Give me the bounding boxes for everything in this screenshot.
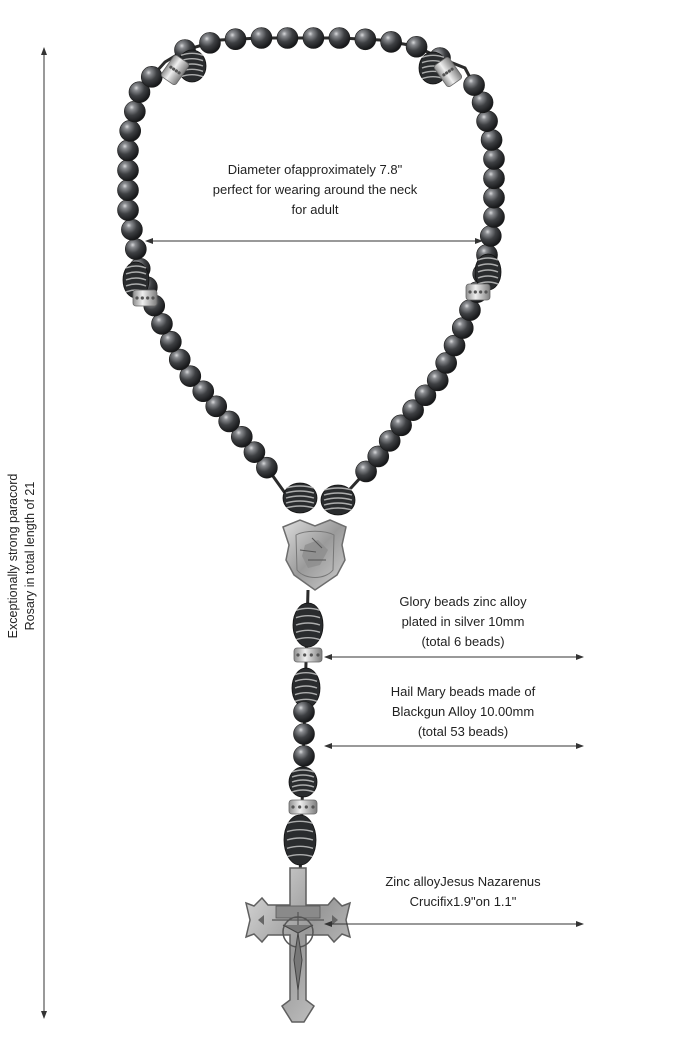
hail-mary-bead (120, 120, 141, 141)
annotation-line: Hail Mary beads made of (390, 684, 536, 699)
hail-mary-bead (118, 200, 139, 221)
hail-mary-bead (294, 724, 315, 745)
hail-mary-bead (141, 66, 162, 87)
glory-beads-annotation (368, 592, 558, 652)
annotation-line: perfect for wearing around the neck (212, 182, 418, 197)
hail-mary-bead (484, 187, 505, 208)
hail-mary-bead (303, 28, 324, 49)
hail-mary-bead (484, 206, 505, 227)
hail-mary-bead (480, 225, 501, 246)
hail-mary-bead (118, 160, 139, 181)
hail-mary-bead (406, 36, 427, 57)
hail-mary-bead (125, 239, 146, 260)
hail-mary-bead (329, 28, 350, 49)
paracord-knot (284, 815, 316, 865)
glory-bead (133, 290, 157, 306)
pendant-strand (284, 590, 323, 880)
glory-bead (294, 648, 322, 662)
hail-mary-bead (225, 29, 246, 50)
paracord-knot (321, 485, 355, 515)
glory-bead (289, 800, 317, 814)
hail-mary-bead (294, 746, 315, 767)
rosary-loop (118, 28, 505, 516)
annotation-line: (total 6 beads) (421, 634, 505, 649)
annotation-line: plated in silver 10mm (401, 614, 525, 629)
hail-mary-bead (121, 219, 142, 240)
annotation-line: Diameter ofapproximately 7.8" (227, 162, 403, 177)
centerpiece-medal (283, 520, 346, 590)
annotation-line: for adult (291, 202, 339, 217)
diameter-annotation (190, 160, 440, 220)
hail-mary-bead (484, 168, 505, 189)
crucifix-icon (246, 868, 350, 1022)
hail-mary-bead (481, 129, 502, 150)
crucifix-annotation (368, 872, 558, 912)
paracord-knot (283, 483, 317, 513)
annotation-line: Glory beads zinc alloy (399, 594, 527, 609)
hail-mary-bead (484, 148, 505, 169)
hail-mary-bead (355, 29, 376, 50)
hail-mary-bead (199, 32, 220, 53)
annotation-line: Blackgun Alloy 10.00mm (391, 704, 535, 719)
hail-mary-bead (251, 28, 272, 49)
hail-mary-beads-annotation (368, 682, 558, 742)
annotation-line: Exceptionally strong paracord (6, 473, 20, 639)
total-length-annotation (0, 460, 44, 652)
annotation-line: (total 53 beads) (417, 724, 509, 739)
hail-mary-bead (277, 28, 298, 49)
hail-mary-bead (477, 111, 498, 132)
hail-mary-bead (118, 180, 139, 201)
hail-mary-bead (381, 31, 402, 52)
annotation-line: Crucifix1.9"on 1.1" (409, 894, 517, 909)
hail-mary-bead (118, 140, 139, 161)
hail-mary-bead (464, 75, 485, 96)
hail-mary-bead (294, 702, 315, 723)
glory-bead (466, 284, 490, 300)
hail-mary-bead (151, 313, 172, 334)
paracord-knot (289, 767, 317, 797)
paracord-knot (293, 603, 323, 647)
annotation-line: Zinc alloyJesus Nazarenus (385, 874, 541, 889)
hail-mary-bead (124, 101, 145, 122)
annotation-line: Rosary in total length of 21 (23, 481, 37, 631)
